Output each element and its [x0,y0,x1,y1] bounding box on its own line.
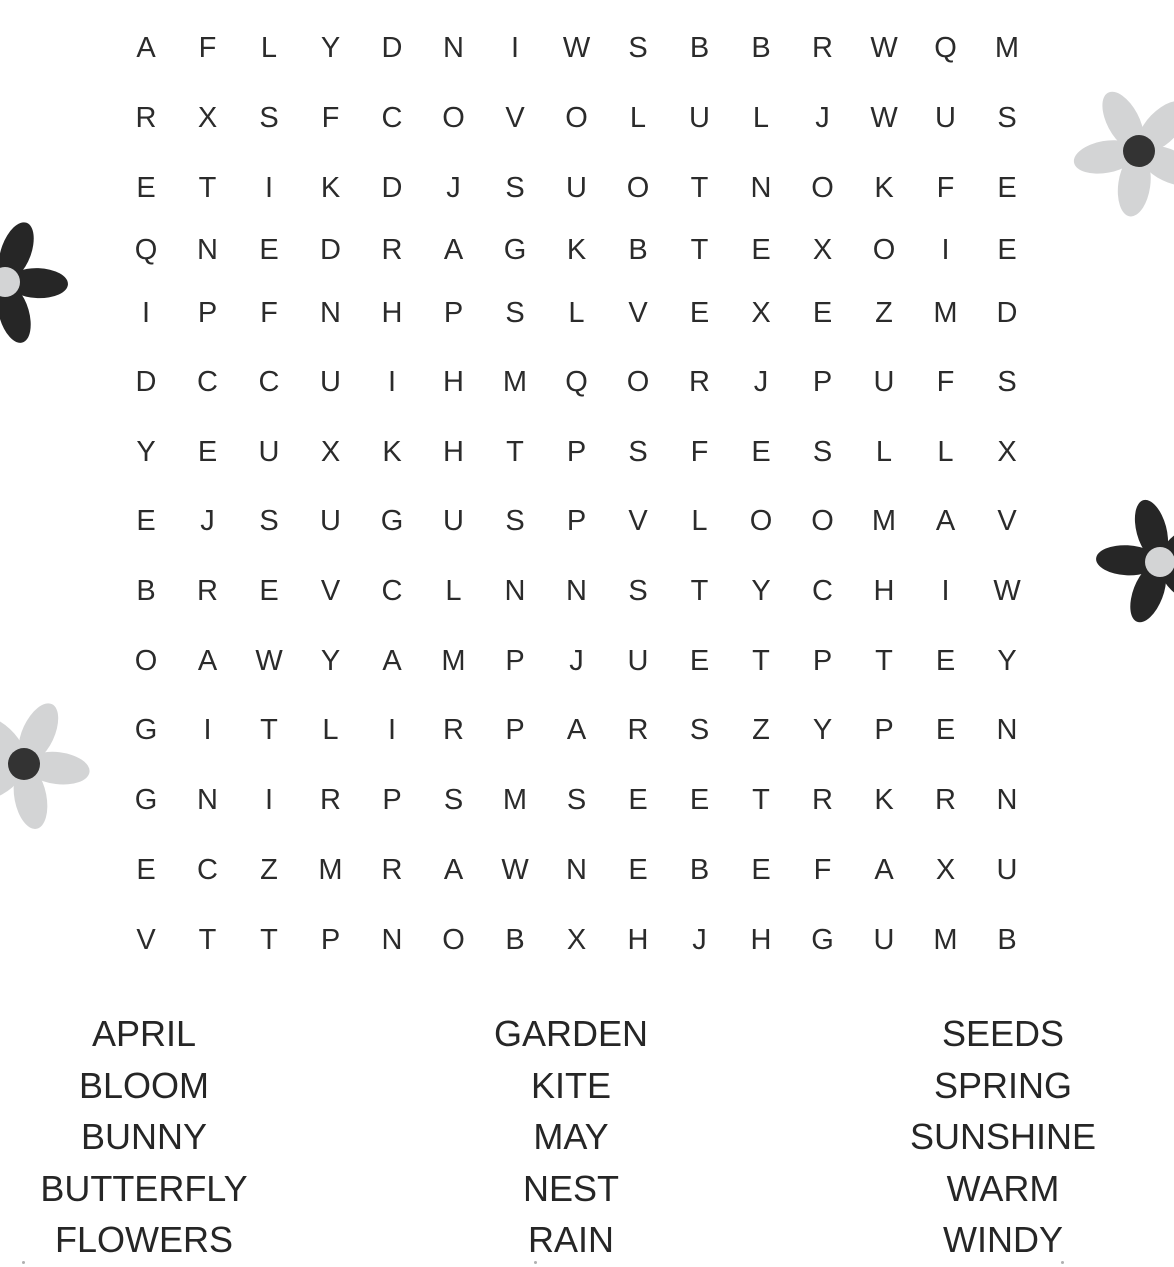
grid-letter[interactable]: S [628,575,648,607]
grid-letter[interactable]: H [873,575,895,607]
grid-letter[interactable]: R [627,714,649,746]
grid-letter[interactable]: A [874,854,894,886]
grid-letter[interactable]: L [691,505,708,537]
grid-letter[interactable]: S [443,784,464,816]
grid-letter[interactable]: B [136,575,156,607]
grid-letter[interactable]: R [443,714,464,746]
grid-letter[interactable]: A [443,234,464,266]
word-item: NEST [522,1167,619,1209]
grid-letter[interactable]: I [941,234,950,266]
grid-letter[interactable]: T [260,714,278,746]
grid-letter[interactable]: I [941,575,950,607]
grid-letter[interactable]: M [502,784,528,816]
grid-letter[interactable]: F [936,172,955,204]
word-item: GARDEN [493,1013,649,1054]
grid-letter[interactable]: X [997,436,1017,468]
grid-letter[interactable]: X [566,924,587,956]
grid-letter[interactable]: E [689,784,710,816]
grid-letter[interactable]: V [628,297,648,329]
grid-letter[interactable]: B [689,854,710,886]
grid-letter[interactable]: P [812,645,833,677]
grid-letter[interactable]: L [937,436,954,468]
word-item: BUNNY [80,1116,208,1157]
grid-letter[interactable]: R [197,575,218,607]
grid-letter[interactable]: C [258,366,280,398]
grid-letter[interactable]: W [501,854,529,886]
grid-letter[interactable]: U [566,172,587,204]
grid-letter[interactable]: B [505,924,525,956]
grid-letter[interactable]: S [997,366,1017,398]
grid-letter[interactable]: Y [812,714,833,746]
grid-letter[interactable]: N [504,575,526,607]
grid-letter[interactable]: P [505,714,525,746]
word-item: SEEDS [941,1013,1065,1054]
grid-letter[interactable]: A [443,854,464,886]
grid-letter[interactable]: F [198,32,217,64]
grid-letter[interactable]: F [936,366,955,398]
grid-letter[interactable]: P [812,366,833,398]
grid-letter[interactable]: F [321,102,340,134]
grid-letter[interactable]: J [200,505,215,537]
grid-letter[interactable]: H [443,436,464,468]
grid-letter[interactable]: N [996,784,1018,816]
grid-letter[interactable]: Q [934,32,957,64]
grid-letter[interactable]: N [996,714,1018,746]
grid-letter[interactable]: L [629,102,647,134]
grid-letter[interactable]: I [141,297,151,329]
grid-letter[interactable]: X [320,436,341,468]
grid-letter[interactable]: U [320,505,341,537]
grid-letter[interactable]: E [628,784,648,816]
word-item: FLOWERS [54,1219,233,1260]
grid-letter[interactable]: U [443,505,464,537]
grid-letter[interactable]: M [933,924,958,956]
grid-letter[interactable]: M [994,32,1020,64]
grid-letter[interactable]: T [198,924,217,956]
grid-letter[interactable]: A [382,645,402,677]
grid-letter[interactable]: N [566,575,587,607]
grid-letter[interactable]: I [387,714,397,746]
grid-letter[interactable]: E [197,436,218,468]
grid-letter[interactable]: X [751,297,771,329]
grid-letter[interactable]: O [749,505,773,537]
grid-letter[interactable]: M [502,366,528,398]
grid-letter[interactable]: O [626,172,650,204]
grid-letter[interactable]: C [381,575,403,607]
word-item: BUTTERFLY [40,1167,248,1209]
grid-letter[interactable]: E [751,436,771,468]
grid-letter[interactable]: Z [752,714,770,746]
grid-letter[interactable]: T [506,436,524,468]
grid-letter[interactable]: I [264,172,274,204]
grid-letter[interactable]: T [690,172,709,204]
grid-letter[interactable]: B [628,234,648,266]
grid-letter[interactable]: D [381,172,403,204]
grid-letter[interactable]: Z [260,854,278,886]
grid-letter[interactable]: C [812,575,833,607]
grid-letter[interactable]: O [811,505,834,537]
grid-letter[interactable]: E [259,575,279,607]
grid-letter[interactable]: L [260,32,278,64]
divider-mark [1061,1261,1064,1264]
grid-letter[interactable]: E [689,297,710,329]
grid-letter[interactable]: R [689,366,710,398]
grid-letter[interactable]: P [566,436,587,468]
grid-letter[interactable]: E [751,234,771,266]
grid-letter[interactable]: C [197,366,218,398]
grid-letter[interactable]: G [811,924,834,956]
grid-letter[interactable]: X [812,234,833,266]
grid-letter[interactable]: A [566,714,587,746]
grid-letter[interactable]: E [997,172,1017,204]
word-item: RAIN [527,1219,614,1260]
grid-letter[interactable]: X [197,102,218,134]
grid-letter[interactable]: E [259,234,279,266]
flower-petals [1071,85,1174,218]
grid-letter[interactable]: A [197,645,218,677]
divider-mark [534,1261,537,1264]
grid-letter[interactable]: P [443,297,464,329]
grid-letter[interactable]: D [381,32,403,64]
grid-letter[interactable]: Y [997,645,1017,677]
grid-letter[interactable]: F [813,854,832,886]
grid-letter[interactable]: O [134,645,158,677]
grid-letter[interactable]: T [198,172,217,204]
grid-letter[interactable]: N [443,32,464,64]
grid-letter[interactable]: E [628,854,648,886]
grid-letter[interactable]: S [812,436,833,468]
grid-letter[interactable]: V [628,505,648,537]
grid-letter[interactable]: Y [320,32,341,64]
word-item: BLOOM [78,1064,210,1106]
grid-letter[interactable]: R [320,784,341,816]
grid-letter[interactable]: T [690,575,709,607]
grid-letter[interactable]: O [442,102,465,134]
grid-letter[interactable]: B [689,32,710,64]
grid-letter[interactable]: W [870,102,898,134]
grid-letter[interactable]: C [197,854,218,886]
grid-letter[interactable]: O [872,234,896,266]
grid-letter[interactable]: D [320,234,341,266]
grid-letter[interactable]: O [811,172,834,204]
grid-letter[interactable]: T [752,645,770,677]
grid-letter[interactable]: U [320,366,341,398]
word-item: WARM [946,1167,1060,1209]
grid-letter[interactable]: O [565,102,588,134]
grid-letter[interactable]: I [203,714,212,746]
grid-letter[interactable]: U [689,102,710,134]
grid-letter[interactable]: K [874,172,894,204]
grid-letter[interactable]: J [569,645,584,677]
grid-letter[interactable]: S [259,102,279,134]
grid-letter[interactable]: W [255,645,283,677]
grid-letter[interactable]: P [197,297,218,329]
grid-letter[interactable]: S [997,102,1017,134]
grid-letter[interactable]: J [692,924,707,956]
grid-letter[interactable]: E [136,505,156,537]
grid-letter[interactable]: Q [134,234,158,266]
grid-letter[interactable]: R [381,854,403,886]
grid-letter[interactable]: P [505,645,525,677]
grid-letter[interactable]: E [997,234,1017,266]
grid-letter[interactable]: P [566,505,587,537]
grid-letter[interactable]: K [874,784,894,816]
grid-letter[interactable]: J [446,172,461,204]
grid-letter[interactable]: R [381,234,403,266]
grid-letter[interactable]: A [935,505,956,537]
grid-letter[interactable]: A [136,32,156,64]
grid-letter[interactable]: W [562,32,591,64]
grid-letter[interactable]: T [260,924,278,956]
grid-letter[interactable]: K [320,172,341,204]
grid-letter[interactable]: S [505,297,525,329]
grid-letter[interactable]: F [260,297,278,329]
grid-letter[interactable]: H [750,924,772,956]
grid-letter[interactable]: E [935,714,956,746]
grid-letter[interactable]: R [935,784,956,816]
grid-letter[interactable]: M [318,854,343,886]
grid-letter[interactable]: M [933,297,958,329]
grid-letter[interactable]: J [753,366,769,398]
divider-mark [22,1261,25,1264]
grid-letter[interactable]: L [875,436,893,468]
grid-letter[interactable]: I [510,32,520,64]
grid-letter[interactable]: U [873,924,895,956]
grid-letter[interactable]: U [258,436,280,468]
grid-letter[interactable]: R [135,102,157,134]
grid-letter[interactable]: I [264,784,274,816]
grid-letter[interactable]: N [566,854,587,886]
grid-letter[interactable]: V [320,575,341,607]
grid-letter[interactable]: S [505,505,525,537]
grid-letter[interactable]: N [381,924,403,956]
grid-letter[interactable]: S [566,784,587,816]
grid-letter[interactable]: B [997,924,1017,956]
grid-letter[interactable]: X [935,854,956,886]
grid-letter[interactable]: G [380,505,404,537]
grid-letter[interactable]: T [875,645,893,677]
word-item: SUNSHINE [909,1116,1097,1157]
grid-letter[interactable]: L [752,102,770,134]
grid-letter[interactable]: F [690,436,709,468]
grid-letter[interactable]: V [136,924,156,956]
grid-letter[interactable]: U [935,102,956,134]
grid-letter[interactable]: P [320,924,341,956]
grid-letter[interactable]: O [442,924,465,956]
flower-top-right-icon [1058,80,1174,220]
word-list-column-1 [0,1008,304,1266]
grid-letter[interactable]: Y [136,436,156,468]
grid-letter[interactable]: H [381,297,403,329]
grid-letter[interactable]: L [322,714,339,746]
grid-letter[interactable]: S [505,172,525,204]
word-list-column-2 [411,1008,731,1266]
grid-letter[interactable]: T [690,234,709,266]
grid-letter[interactable]: D [996,297,1018,329]
grid-letter[interactable]: C [381,102,403,134]
grid-letter[interactable]: H [627,924,649,956]
grid-letter[interactable]: V [997,505,1017,537]
word-item: APRIL [91,1013,197,1054]
grid-letter[interactable]: P [382,784,402,816]
grid-letter[interactable]: B [751,32,771,64]
grid-letter[interactable]: U [627,645,649,677]
word-list-column-3 [843,1008,1163,1266]
grid-letter[interactable]: Y [751,575,771,607]
word-item: SPRING [933,1064,1073,1106]
grid-letter[interactable]: S [259,505,279,537]
flower-left-upper-icon [0,215,70,350]
grid-letter[interactable]: L [445,575,462,607]
grid-letter[interactable]: O [626,366,650,398]
grid-letter[interactable]: T [752,784,770,816]
word-item: MAY [533,1116,609,1157]
grid-letter[interactable]: L [568,297,585,329]
grid-letter[interactable]: E [689,645,710,677]
grid-letter[interactable]: J [815,102,830,134]
grid-letter[interactable]: G [134,714,158,746]
grid-letter[interactable]: E [136,854,156,886]
grid-letter[interactable]: S [689,714,710,746]
grid-letter[interactable]: D [135,366,157,398]
grid-letter[interactable]: R [812,784,833,816]
grid-letter[interactable]: E [935,645,956,677]
grid-letter[interactable]: G [503,234,527,266]
grid-letter[interactable]: S [628,32,648,64]
grid-letter[interactable]: E [812,297,833,329]
grid-letter[interactable]: N [197,784,218,816]
grid-letter[interactable]: M [441,645,466,677]
grid-letter[interactable]: E [136,172,156,204]
word-item: KITE [530,1064,611,1106]
grid-letter[interactable]: K [382,436,402,468]
word-item: WINDY [943,1219,1063,1260]
grid-letter[interactable]: N [750,172,772,204]
grid-letter[interactable]: N [197,234,218,266]
grid-letter[interactable]: H [443,366,464,398]
grid-letter[interactable]: M [871,505,897,537]
grid-letter[interactable]: U [996,854,1018,886]
grid-letter[interactable]: I [387,366,397,398]
grid-letter[interactable]: V [505,102,525,134]
flower-left-lower-icon [0,695,95,835]
grid-letter[interactable]: S [628,436,648,468]
grid-letter[interactable]: N [320,297,341,329]
grid-letter[interactable]: E [751,854,771,886]
grid-letter[interactable]: P [874,714,894,746]
grid-letter[interactable]: Q [565,366,588,398]
grid-letter[interactable]: Z [875,297,893,329]
grid-letter[interactable]: U [873,366,895,398]
grid-letter[interactable]: Y [320,645,341,677]
grid-letter[interactable]: R [812,32,833,64]
grid-letter[interactable]: W [993,575,1021,607]
grid-letter[interactable]: W [870,32,898,64]
flower-right-middle-icon [1082,492,1174,632]
grid-letter[interactable]: G [134,784,158,816]
grid-letter[interactable]: K [566,234,587,266]
